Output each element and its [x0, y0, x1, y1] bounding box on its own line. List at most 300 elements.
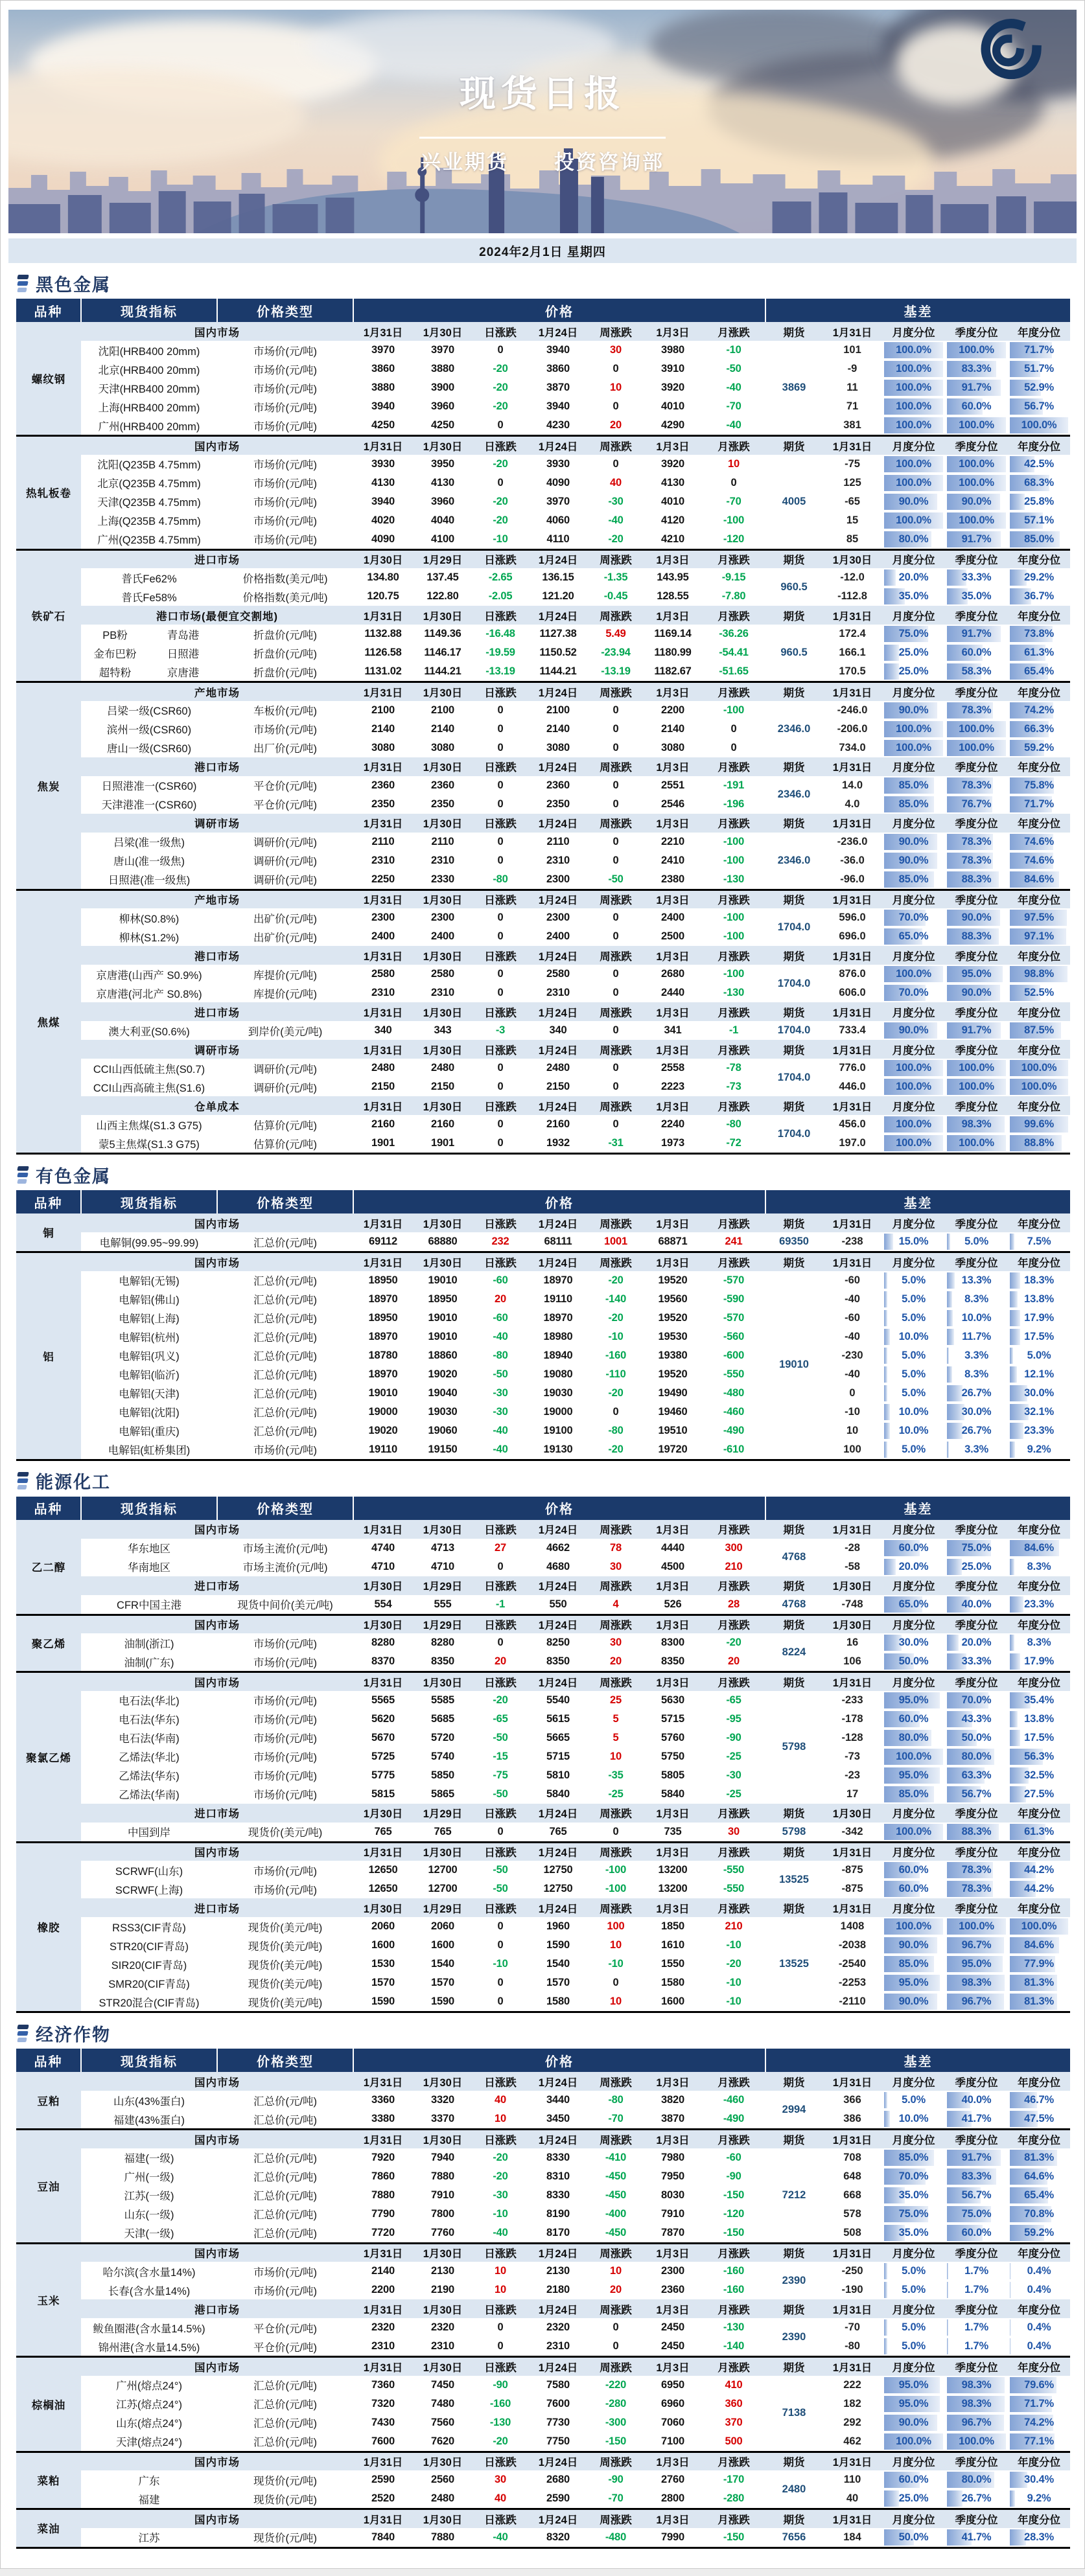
percentile-bar — [1010, 1310, 1020, 1326]
percentile-wrap — [884, 512, 943, 529]
market-subheader-row — [16, 1520, 1070, 1539]
price-value: 0 — [588, 908, 644, 927]
percentile-value: 35.0% — [898, 590, 929, 602]
price-value: 360 — [702, 2395, 765, 2413]
indicator: CFR中国主港 — [81, 1595, 217, 1615]
basis-value: 708 — [822, 2148, 882, 2167]
percentile-wrap — [947, 2377, 1006, 2393]
column-label: 1月24日 — [528, 2509, 588, 2528]
percentile-value: 28.3% — [1024, 2531, 1054, 2543]
column-label: 期货 — [765, 606, 822, 625]
column-label: 1月31日 — [822, 322, 882, 341]
column-label: 季度分位 — [945, 682, 1008, 701]
basis-value: 1408 — [822, 1917, 882, 1936]
column-label: 月涨跌 — [702, 322, 765, 341]
column-label: 季度分位 — [945, 2357, 1008, 2376]
price-value: 137.45 — [413, 568, 472, 587]
price-value: 1550 — [644, 1955, 702, 1973]
column-label: 日涨跌 — [472, 1672, 528, 1691]
table-row — [16, 2205, 1070, 2224]
column-label: 1月31日 — [353, 890, 413, 908]
price-value: -23.94 — [588, 643, 644, 662]
percentile-wrap — [884, 2396, 943, 2412]
basis-value: -73 — [822, 1747, 882, 1766]
column-label: 月度分位 — [882, 2299, 945, 2318]
percentile-value: 35.0% — [898, 2189, 929, 2201]
percentile-wrap — [947, 1272, 1006, 1289]
price-value: 5 — [588, 1710, 644, 1729]
indicator: 华南地区 — [81, 1558, 217, 1576]
price-value: 3940 — [528, 397, 588, 416]
price-value: -1.35 — [588, 568, 644, 587]
percentile-value: 100.0% — [896, 2435, 931, 2447]
market-label: 港口市场 — [81, 2299, 353, 2318]
price-value: 1850 — [644, 1917, 702, 1936]
percentile-cell — [945, 2091, 1008, 2110]
price-value: 0 — [702, 720, 765, 739]
price-value: 0 — [472, 983, 528, 1002]
column-label: 1月30日 — [413, 606, 472, 625]
basis-value: 110 — [822, 2470, 882, 2489]
percentile-wrap — [947, 512, 1006, 529]
column-label: 1月31日 — [353, 2072, 413, 2091]
indicator: 蒙5主焦煤(S1.3 G75) — [81, 1134, 217, 1154]
percentile-value: 79.6% — [1024, 2378, 1054, 2391]
price-value: -100 — [702, 908, 765, 927]
price-value: 6960 — [644, 2395, 702, 2413]
percentile-value: 77.9% — [1024, 1958, 1054, 1970]
percentile-cell — [945, 568, 1008, 587]
table-row — [16, 378, 1070, 397]
table-row — [16, 474, 1070, 492]
percentile-wrap — [947, 796, 1006, 812]
price-value: -7.80 — [702, 587, 765, 606]
column-header-basis-group: 基差 — [765, 1497, 1070, 1520]
price-value: 343 — [413, 1021, 472, 1040]
futures-price: 960.5 — [765, 625, 822, 682]
futures-price: 2480 — [765, 2470, 822, 2509]
table-row — [16, 1861, 1070, 1880]
price-value: 2300 — [353, 908, 413, 927]
market-subheader-row — [16, 946, 1070, 965]
column-label: 月度分位 — [882, 946, 945, 965]
percentile-cell — [945, 1973, 1008, 1992]
table-row — [16, 1328, 1070, 1346]
price-value: -20 — [472, 455, 528, 474]
price-value: 4120 — [644, 511, 702, 530]
percentile-value: 59.2% — [1024, 2226, 1054, 2238]
hero-image — [8, 10, 1077, 233]
column-label: 季度分位 — [945, 2299, 1008, 2318]
percentile-value: 100.0% — [959, 1081, 994, 1092]
percentile-value: 35.0% — [961, 590, 992, 602]
price-value: 3440 — [528, 2091, 588, 2110]
percentile-wrap — [1010, 702, 1068, 719]
percentile-value: 40.0% — [961, 1598, 992, 1610]
percentile-wrap — [1010, 871, 1068, 888]
column-label: 1月3日 — [644, 1672, 702, 1691]
percentile-bar — [1010, 1596, 1023, 1613]
price-value: -460 — [702, 2091, 765, 2110]
column-label: 月涨跌 — [702, 1213, 765, 1232]
price-value: 20 — [472, 1652, 528, 1672]
percentile-value: 41.7% — [961, 2531, 992, 2543]
price-value: 0 — [588, 1823, 644, 1843]
variety-label: 橡胶 — [16, 1842, 81, 2012]
price-value: 3380 — [353, 2110, 413, 2130]
percentile-value: 56.7% — [961, 2189, 992, 2201]
percentile-cell — [945, 455, 1008, 474]
column-label: 期货 — [765, 1520, 822, 1539]
percentile-wrap — [1010, 1234, 1068, 1250]
price-value: -20 — [588, 530, 644, 550]
price-type: 市场价(元/吨) — [217, 455, 353, 474]
price-value: 0 — [472, 776, 528, 795]
futures-price: 19010 — [765, 1271, 822, 1460]
price-value: 10 — [588, 1936, 644, 1955]
column-label: 1月31日 — [353, 2130, 413, 2148]
percentile-value: 60.0% — [898, 1712, 929, 1725]
price-value: -70 — [702, 492, 765, 511]
column-label: 年度分位 — [1008, 436, 1070, 455]
basis-value: -65 — [822, 492, 882, 511]
market-subheader-row — [16, 757, 1070, 776]
price-value: 735 — [644, 1823, 702, 1843]
percentile-value: 74.6% — [1024, 854, 1054, 866]
basis-value: 733.4 — [822, 1021, 882, 1040]
indicator: 上海(HRB400 20mm) — [81, 397, 217, 416]
price-value: 122.80 — [413, 587, 472, 606]
column-label: 1月3日 — [644, 890, 702, 908]
percentile-value: 66.3% — [1024, 722, 1054, 735]
percentile-value: 10.0% — [898, 1330, 929, 1342]
futures-price: 2346.0 — [765, 833, 822, 890]
futures-price: 2994 — [765, 2091, 822, 2130]
table-row — [16, 2281, 1070, 2299]
column-label: 日涨跌 — [472, 1002, 528, 1021]
percentile-bar — [947, 1442, 949, 1458]
price-value: 19060 — [413, 1421, 472, 1440]
percentile-cell — [945, 776, 1008, 795]
column-label: 1月31日 — [822, 436, 882, 455]
percentile-value: 78.3% — [961, 1883, 992, 1894]
price-value: 1600 — [644, 1992, 702, 2012]
column-label: 周涨跌 — [588, 2452, 644, 2470]
column-label: 期货 — [765, 436, 822, 455]
column-label: 日涨跌 — [472, 890, 528, 908]
indicator: 京唐港(山西产 S0.9%) — [81, 965, 217, 983]
percentile-cell — [945, 2205, 1008, 2224]
indicator: CCI山西高硫主焦(S1.6) — [81, 1077, 217, 1096]
percentile-value: 3.3% — [964, 1349, 988, 1361]
column-label: 月涨跌 — [702, 1672, 765, 1691]
market-label: 国内市场 — [81, 1672, 353, 1691]
variety-label: 乙二醇 — [16, 1520, 81, 1615]
percentile-value: 35.4% — [1024, 1694, 1054, 1706]
percentile-value: 15.0% — [898, 1236, 929, 1247]
price-value: 4250 — [413, 416, 472, 436]
price-value: 4010 — [644, 397, 702, 416]
price-value: -40 — [472, 1328, 528, 1346]
indicator: 山东(一级) — [81, 2205, 217, 2224]
price-value: 2680 — [528, 2470, 588, 2489]
percentile-value: 98.8% — [1024, 968, 1054, 980]
price-value: 10 — [472, 2281, 528, 2299]
percentile-cell — [945, 701, 1008, 720]
column-label: 月涨跌 — [702, 757, 765, 776]
percentile-cell — [1008, 1917, 1070, 1936]
percentile-wrap — [947, 834, 1006, 850]
table-row — [16, 1823, 1070, 1843]
price-value: 0 — [472, 739, 528, 757]
market-label: 国内市场 — [81, 322, 353, 341]
column-label: 周涨跌 — [588, 549, 644, 568]
percentile-value: 84.6% — [1024, 1541, 1054, 1554]
percentile-bar — [884, 2319, 887, 2336]
percentile-value: 23.3% — [1024, 1598, 1054, 1610]
basis-value: 386 — [822, 2110, 882, 2130]
percentile-cell — [1008, 1309, 1070, 1328]
futures-price: 1704.0 — [765, 1059, 822, 1096]
price-value: 370 — [702, 2413, 765, 2432]
table-row — [16, 1766, 1070, 1785]
percentile-value: 42.5% — [1024, 457, 1054, 470]
column-label: 1月30日 — [413, 682, 472, 701]
percentile-cell — [1008, 474, 1070, 492]
percentile-cell — [945, 2262, 1008, 2281]
column-label: 1月30日 — [353, 1898, 413, 1917]
price-value: 1590 — [528, 1936, 588, 1955]
price-value: -560 — [702, 1328, 765, 1346]
percentile-wrap — [884, 569, 943, 586]
percentile-wrap — [1010, 1366, 1068, 1383]
percentile-wrap — [884, 1596, 943, 1613]
price-value: 0 — [472, 1823, 528, 1843]
price-value: 7100 — [644, 2432, 702, 2452]
price-value: 0 — [472, 1115, 528, 1134]
price-value: 4440 — [644, 1539, 702, 1558]
price-type: 市场价(元/吨) — [217, 397, 353, 416]
percentile-cell — [882, 378, 945, 397]
percentile-cell — [945, 1747, 1008, 1766]
percentile-wrap — [884, 1540, 943, 1556]
percentile-wrap — [1010, 1442, 1068, 1458]
report-subtitle — [8, 146, 1077, 175]
column-label: 周涨跌 — [588, 1576, 644, 1595]
price-value: 5715 — [528, 1747, 588, 1766]
price-value: 19520 — [644, 1309, 702, 1328]
percentile-wrap — [947, 1786, 1006, 1802]
percentile-wrap — [1010, 2206, 1068, 2222]
percentile-value: 17.9% — [1024, 1655, 1054, 1667]
percentile-cell — [945, 1059, 1008, 1077]
price-value: -10 — [702, 1992, 765, 2012]
percentile-cell — [882, 1785, 945, 1804]
price-value: -100 — [702, 833, 765, 851]
table-header-row — [16, 299, 1070, 322]
price-value: 0 — [472, 2318, 528, 2337]
percentile-wrap — [947, 663, 1006, 680]
percentile-cell — [882, 643, 945, 662]
price-value: -19.59 — [472, 643, 528, 662]
market-label: 进口市场 — [81, 1576, 353, 1595]
percentile-wrap — [1010, 1596, 1068, 1613]
percentile-cell — [1008, 2091, 1070, 2110]
price-value: -50 — [472, 1785, 528, 1804]
percentile-cell — [882, 739, 945, 757]
market-label: 国内市场 — [81, 2509, 353, 2528]
price-type: 库提价(元/吨) — [217, 965, 353, 983]
table-row — [16, 2148, 1070, 2167]
percentile-cell — [1008, 2262, 1070, 2281]
percentile-wrap — [1010, 456, 1068, 472]
percentile-cell — [1008, 1992, 1070, 2012]
price-value: 2100 — [413, 701, 472, 720]
column-label: 周涨跌 — [588, 436, 644, 455]
column-label: 期货 — [765, 1213, 822, 1232]
percentile-cell — [882, 2318, 945, 2337]
percentile-value: 30.0% — [1024, 1386, 1054, 1399]
indicator: 电解铝(天津) — [81, 1384, 217, 1403]
price-value: 5 — [588, 1729, 644, 1747]
percentile-wrap — [1010, 834, 1068, 850]
column-label: 1月30日 — [822, 549, 882, 568]
percentile-value: 26.7% — [961, 1386, 992, 1399]
market-subheader-row — [16, 549, 1070, 568]
price-value: 5720 — [413, 1729, 472, 1747]
price-value: 0 — [472, 341, 528, 360]
table-row — [16, 2376, 1070, 2395]
price-type: 价格指数(美元/吨) — [217, 568, 353, 587]
market-subheader-row — [16, 1040, 1070, 1059]
column-label: 1月3日 — [644, 1898, 702, 1917]
percentile-wrap — [884, 853, 943, 869]
price-type: 折盘价(元/吨) — [217, 662, 353, 682]
percentile-value: 100.0% — [959, 514, 994, 526]
column-label: 1月31日 — [353, 1002, 413, 1021]
percentile-wrap — [947, 1348, 1006, 1364]
price-value: -31 — [588, 1134, 644, 1154]
column-label: 月涨跌 — [702, 2243, 765, 2262]
percentile-value: 32.5% — [1024, 1769, 1054, 1781]
price-value: 2400 — [644, 908, 702, 927]
section-title — [18, 2022, 1084, 2044]
percentile-bar — [947, 2282, 948, 2298]
percentile-cell — [945, 908, 1008, 927]
percentile-cell — [882, 927, 945, 946]
percentile-value: 95.0% — [898, 2378, 929, 2391]
table-row — [16, 1421, 1070, 1440]
column-label: 1月30日 — [822, 1576, 882, 1595]
column-header-price-type: 价格类型 — [217, 1497, 353, 1520]
price-value: -54.41 — [702, 643, 765, 662]
data-table — [16, 1190, 1070, 1461]
percentile-value: 97.5% — [1024, 912, 1054, 923]
market-subheader-row — [16, 1898, 1070, 1917]
price-value: 1590 — [413, 1992, 472, 2012]
market-subheader-row — [16, 1672, 1070, 1691]
futures-price: 7138 — [765, 2376, 822, 2452]
column-label: 1月24日 — [528, 549, 588, 568]
table-row — [16, 1973, 1070, 1992]
price-value: 8190 — [528, 2205, 588, 2224]
percentile-wrap — [947, 2472, 1006, 2488]
column-label: 月涨跌 — [702, 682, 765, 701]
price-value: 1973 — [644, 1134, 702, 1154]
percentile-cell — [945, 2281, 1008, 2299]
percentile-value: 81.3% — [1024, 1977, 1054, 1988]
percentile-wrap — [1010, 1060, 1068, 1076]
market-subheader-row — [16, 2357, 1070, 2376]
percentile-cell — [945, 1384, 1008, 1403]
percentile-value: 20.0% — [961, 1637, 992, 1648]
percentile-wrap — [1010, 361, 1068, 377]
market-subheader-row — [16, 1615, 1070, 1633]
variety-label: 豆粕 — [16, 2072, 81, 2130]
percentile-wrap — [884, 1824, 943, 1840]
price-type: 平仓价(元/吨) — [217, 795, 353, 814]
price-value: 0 — [588, 397, 644, 416]
percentile-wrap — [1010, 626, 1068, 642]
basis-value: 508 — [822, 2224, 882, 2244]
price-value: 555 — [413, 1595, 472, 1615]
percentile-cell — [882, 455, 945, 474]
price-value: 2320 — [413, 2318, 472, 2337]
price-value: -20 — [472, 511, 528, 530]
section-marker-icon — [18, 275, 29, 292]
percentile-cell — [945, 416, 1008, 436]
column-label: 月度分位 — [882, 1898, 945, 1917]
price-value: 2350 — [528, 795, 588, 814]
price-value: 7320 — [353, 2395, 413, 2413]
price-type: 汇总价(元/吨) — [217, 2186, 353, 2205]
price-value: 7880 — [413, 2167, 472, 2186]
price-value: 19520 — [644, 1365, 702, 1384]
percentile-wrap — [947, 1022, 1006, 1039]
price-value: 1610 — [644, 1936, 702, 1955]
column-label: 1月31日 — [353, 682, 413, 701]
table-row — [16, 870, 1070, 890]
column-label: 期货 — [765, 2299, 822, 2318]
percentile-wrap — [884, 740, 943, 756]
price-value: -450 — [588, 2186, 644, 2205]
percentile-wrap — [1010, 2168, 1068, 2185]
column-label: 周涨跌 — [588, 1672, 644, 1691]
percentile-value: 90.0% — [898, 1939, 929, 1951]
percentile-cell — [1008, 416, 1070, 436]
percentile-value: 70.0% — [898, 912, 929, 923]
basis-value: 776.0 — [822, 1059, 882, 1077]
percentile-wrap — [1010, 721, 1068, 737]
price-value: 3930 — [353, 455, 413, 474]
percentile-cell — [945, 1955, 1008, 1973]
percentile-value: 20.0% — [898, 1560, 929, 1572]
percentile-value: 100.0% — [896, 344, 931, 356]
price-value: 68871 — [644, 1232, 702, 1252]
price-value: 0 — [588, 739, 644, 757]
column-label: 季度分位 — [945, 549, 1008, 568]
price-value: 1144.21 — [528, 662, 588, 682]
table-row — [16, 739, 1070, 757]
column-label: 年度分位 — [1008, 1096, 1070, 1115]
price-type: 现货价(美元/吨) — [217, 1973, 353, 1992]
percentile-cell — [882, 2091, 945, 2110]
percentile-cell — [945, 1403, 1008, 1421]
variety-label: 焦炭 — [16, 682, 81, 890]
percentile-cell — [945, 2167, 1008, 2186]
basis-value: 696.0 — [822, 927, 882, 946]
column-label: 月涨跌 — [702, 606, 765, 625]
